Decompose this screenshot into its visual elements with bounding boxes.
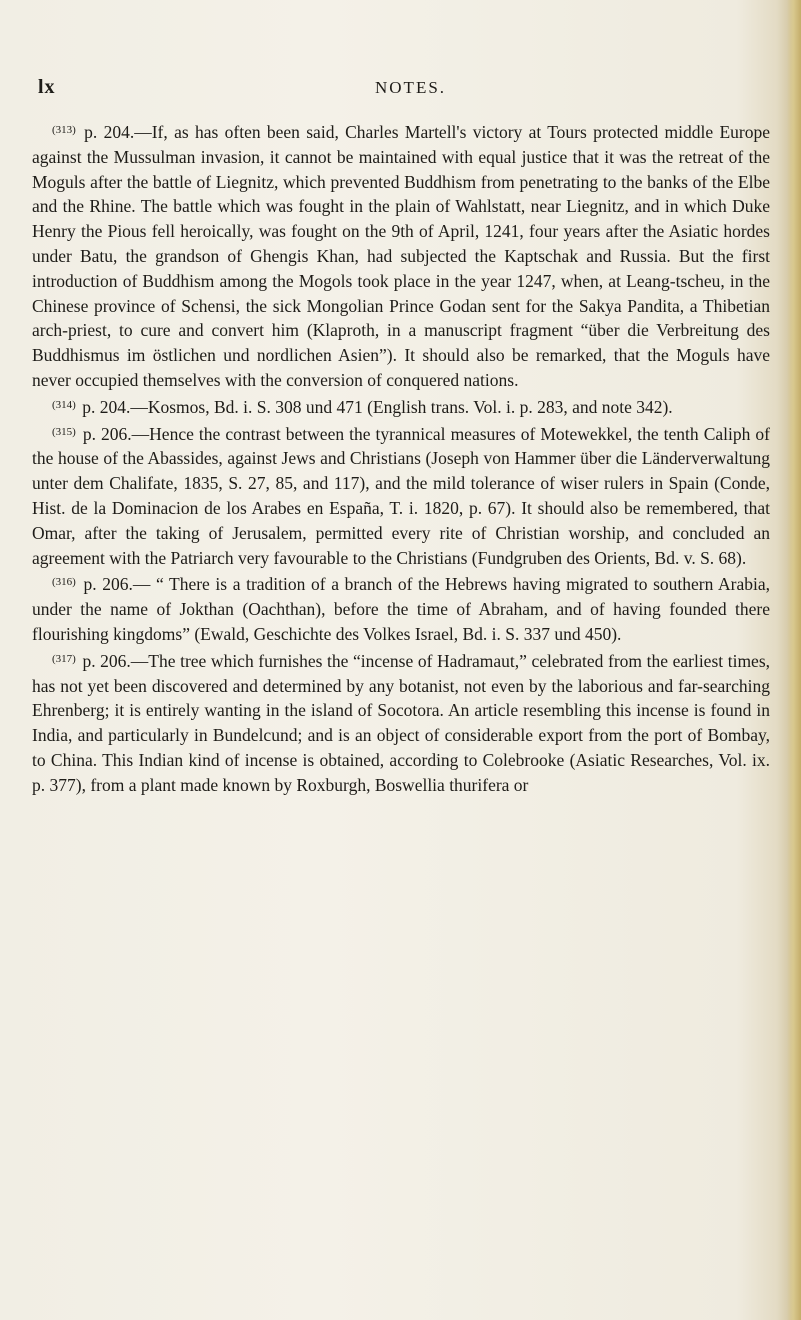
note-text: —Hence the contrast between the tyrannical measures of Motewekkel, the tenth Caliph of the house of the Abassides, against Jews and Christians (Joseph von Hammer über die Länderverwaltung unter dem Chalifate, 1835, S. 27, 85, and 117), and the mild tolerance of wiser rulers in Spain (Conde, Hist. de la Dominacion de los Arabes en España, T. i. 1820, p. 67). It should also be remembered, that Omar, after the taking of Jerusalem, permitted every rite of Christian worship, and concluded an agreement with the Patriarch very favourable to the Christians (Fundgruben des Orients, Bd. v. S. 68). [32, 423, 770, 568]
note-marker: (317) [52, 652, 76, 665]
running-head: NOTES. [375, 78, 447, 97]
note-marker: (316) [52, 576, 76, 589]
note-marker: (314) [52, 398, 76, 411]
notes-body [32, 118, 770, 798]
note-text: —The tree which furnishes the “incense of Hadramaut,” celebrated from the earliest times, has not yet been discovered and determined by any botanist, not even by the laborious and far-searching Ehrenberg; it is entirely wanting in the island of Socotora. An article resembling this incense is found in India, and particularly in Bundelcund; and is an object of considerable export from the port of Bombay, to China. This Indian kind of incense is obtained, according to Colebrooke (Asiatic Researches, Vol. ix. p. 377), from a plant made known by Roxburgh, Boswellia thurifera or [32, 650, 771, 795]
note-314 [32, 393, 770, 420]
note-page-ref: p. 206. [82, 650, 131, 671]
note-text: —Kosmos, Bd. i. S. 308 und 471 (English trans. Vol. i. p. 283, and note 342). [130, 396, 673, 417]
note-316 [32, 570, 770, 646]
note-page-ref: p. 204. [84, 122, 135, 142]
note-marker: (315) [52, 425, 76, 438]
page-number: lx [38, 76, 56, 98]
note-313 [32, 118, 770, 393]
note-page-ref: p. 206. [82, 423, 132, 444]
note-text: — “ There is a tradition of a branch of the Hebrews having migrated to southern Arabia, under the name of Jokthan (Oachthan), before the time of Abraham, and of having founded there flourishing kingdoms” (Ewald, Geschichte des Volkes Israel, Bd. i. S. 337 und 450). [32, 574, 771, 644]
note-marker: (313) [52, 124, 76, 136]
note-page-ref: p. 206. [83, 574, 133, 595]
note-317 [32, 647, 770, 798]
note-page-ref: p. 204. [82, 396, 131, 417]
page-header [0, 76, 801, 106]
page-edge-shadow [787, 0, 801, 1320]
note-text: —If, as has often been said, Charles Martell's victory at Tours protected middle Europe against the Mussulman invasion, it cannot be maintained with equal justice that it was the retreat of the Moguls after the battle of Liegnitz, which prevented Buddhism from penetrating to the banks of the Elbe and the Rhine. The battle which was fought in the plain of Wahlstatt, near Liegnitz, and in which Duke Henry the Pious fell heroically, was fought on the 9th of April, 1241, four years after the Asiatic hordes under Batu, the grandson of Ghengis Khan, had subjected the Kaptschak and Russia. But the first introduction of Buddhism among the Mogols took place in the year 1247, when, at Leang-tscheu, in the Chinese province of Schensi, the sick Mongolian Prince Godan sent for the Sakya Pandita, a Thibetian arch-priest, to cure and convert him (Klaproth, in a manuscript fragment “über die Verbreitung des Buddhismus im östlichen und nordlichen Asien”). It should also be remarked, that the Moguls have never occupied themselves with the conversion of conquered nations. [32, 122, 771, 390]
note-315 [32, 420, 770, 571]
